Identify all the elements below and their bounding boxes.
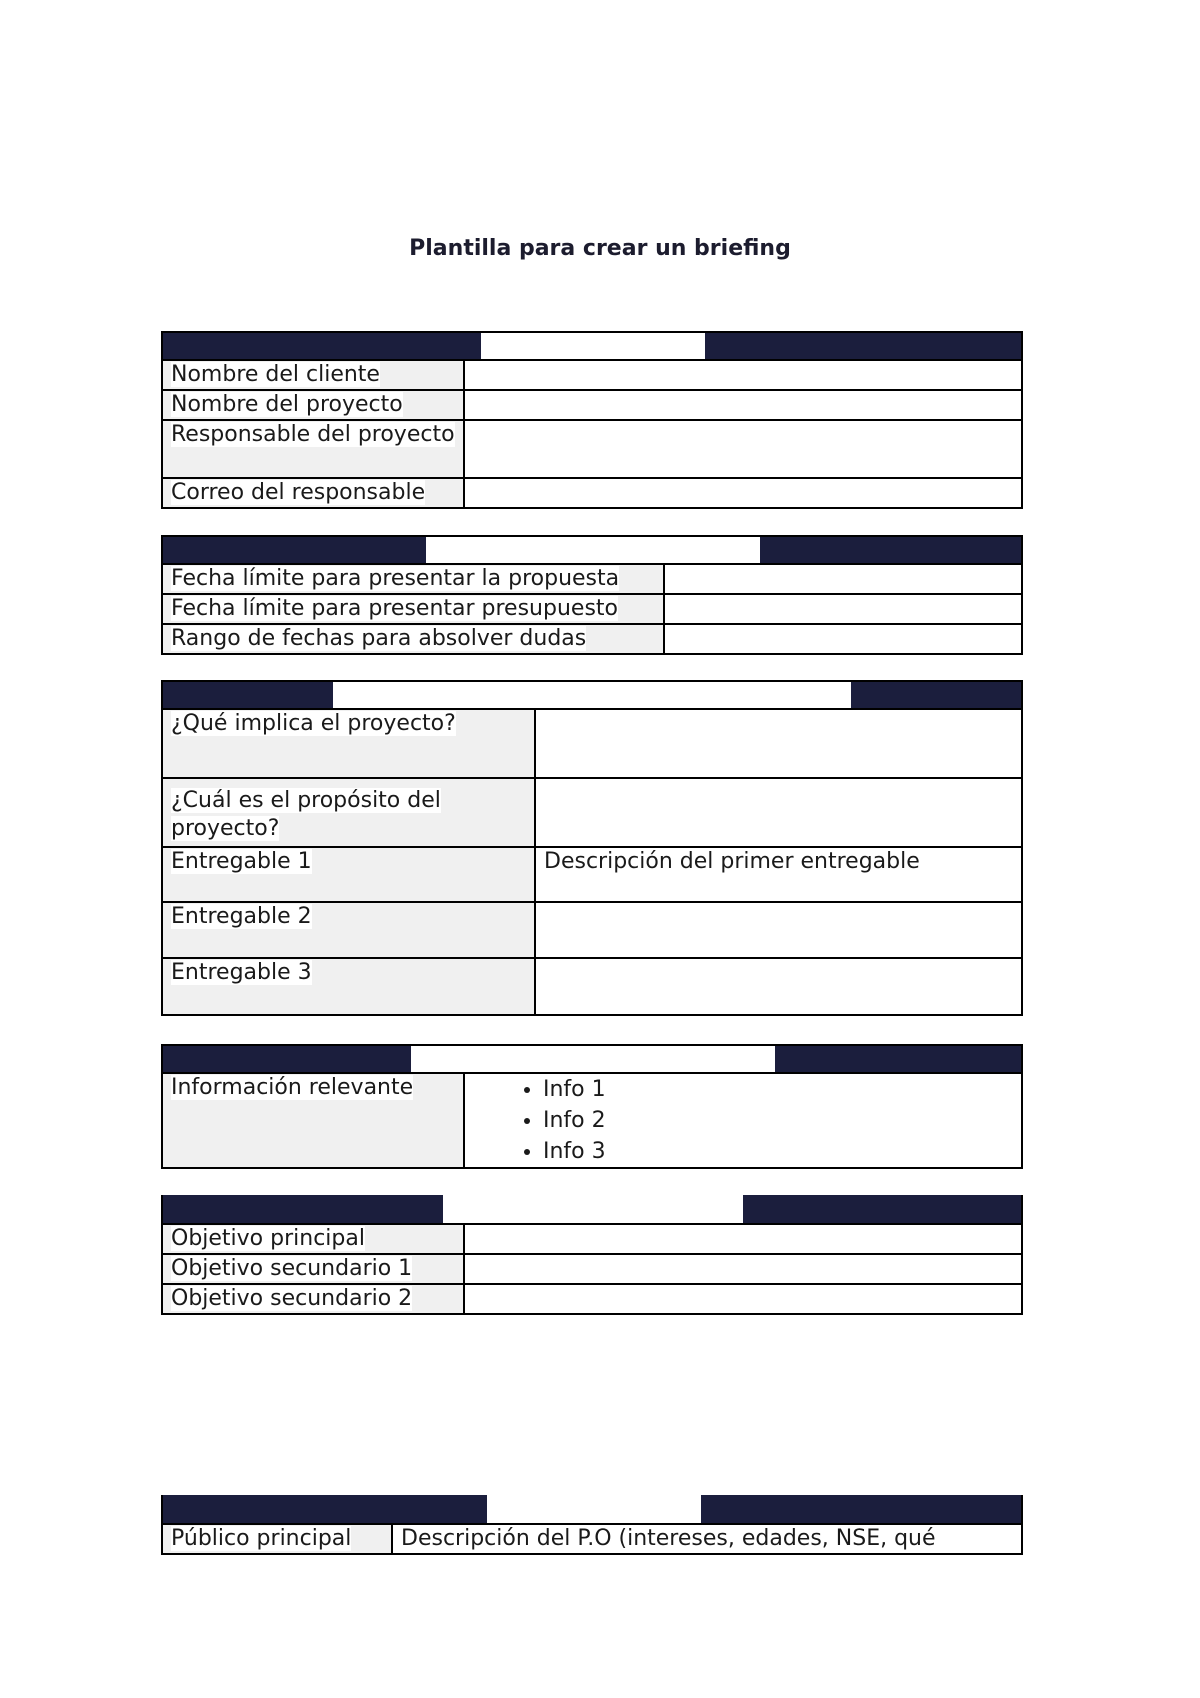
- table-row: [162, 390, 1022, 420]
- list-item: • Info 2: [543, 1105, 1021, 1136]
- table-row: [162, 564, 1022, 594]
- deliverable-2-field[interactable]: [535, 902, 1022, 958]
- table-row: [162, 420, 1022, 478]
- audience-section: [161, 1495, 1023, 1555]
- deliverable-1-field[interactable]: Descripción del primer entregable: [535, 847, 1022, 902]
- table-row: [162, 360, 1022, 390]
- table-row: [162, 1073, 1022, 1168]
- section-header-bar: [161, 1495, 1023, 1523]
- table-row: [162, 902, 1022, 958]
- client-name-label: Nombre del cliente: [171, 362, 380, 387]
- section-header-bar: [161, 535, 1023, 563]
- objectives-table: [161, 1223, 1023, 1315]
- table-row: [162, 1224, 1022, 1254]
- section-header-bar: [161, 1195, 1023, 1223]
- owner-email-label: Correo del responsable: [171, 480, 426, 505]
- relevant-info-field[interactable]: [464, 1073, 1022, 1168]
- relevant-info-label: Información relevante: [171, 1075, 414, 1100]
- table-row: [162, 594, 1022, 624]
- table-row: [162, 1524, 1022, 1554]
- secondary-objective-2-label: Objetivo secundario 2: [171, 1286, 413, 1311]
- table-row: [162, 478, 1022, 508]
- secondary-objective-2-field[interactable]: [464, 1284, 1022, 1314]
- owner-email-field[interactable]: [464, 478, 1022, 508]
- budget-deadline-label: Fecha límite para presentar presupuesto: [171, 596, 618, 621]
- table-row: [162, 958, 1022, 1015]
- project-purpose-field[interactable]: [535, 778, 1022, 847]
- list-item: • Info 1: [543, 1074, 1021, 1105]
- objectives-section: [161, 1195, 1023, 1315]
- client-table: [161, 359, 1023, 509]
- main-objective-label: Objetivo principal: [171, 1226, 365, 1251]
- info-section: [161, 1044, 1023, 1169]
- main-objective-field[interactable]: [464, 1224, 1022, 1254]
- table-row: [162, 778, 1022, 847]
- project-owner-field[interactable]: [464, 420, 1022, 478]
- table-row: [162, 847, 1022, 902]
- table-row: [162, 624, 1022, 654]
- audience-table: [161, 1523, 1023, 1555]
- list-item: • Info 3: [543, 1136, 1021, 1167]
- document-title: Plantilla para crear un briefing: [409, 236, 791, 261]
- secondary-objective-1-field[interactable]: [464, 1254, 1022, 1284]
- section-header-bar: [161, 331, 1023, 359]
- proposal-deadline-label: Fecha límite para presentar la propuesta: [171, 566, 620, 591]
- budget-deadline-field[interactable]: [664, 594, 1022, 624]
- project-name-field[interactable]: [464, 390, 1022, 420]
- project-name-label: Nombre del proyecto: [171, 392, 403, 417]
- proposal-deadline-field[interactable]: [664, 564, 1022, 594]
- main-audience-field[interactable]: Descripción del P.O (intereses, edades, NSE, qué: [392, 1524, 1022, 1554]
- info-list: [465, 1074, 1021, 1167]
- project-owner-label: Responsable del proyecto: [171, 422, 455, 447]
- project-purpose-label: ¿Cuál es el propósito del proyecto?: [171, 788, 441, 841]
- questions-range-field[interactable]: [664, 624, 1022, 654]
- deliverable-3-label: Entregable 3: [171, 960, 312, 985]
- client-section: [161, 331, 1023, 509]
- secondary-objective-1-label: Objetivo secundario 1: [171, 1256, 413, 1281]
- client-name-field[interactable]: [464, 360, 1022, 390]
- deliverable-1-label: Entregable 1: [171, 849, 312, 874]
- info-table: [161, 1072, 1023, 1169]
- project-scope-field[interactable]: [535, 709, 1022, 778]
- project-table: [161, 708, 1023, 1016]
- section-header-bar: [161, 1044, 1023, 1072]
- section-header-bar: [161, 680, 1023, 708]
- questions-range-label: Rango de fechas para absolver dudas: [171, 626, 587, 651]
- table-row: [162, 709, 1022, 778]
- table-row: [162, 1254, 1022, 1284]
- main-audience-label: Público principal: [171, 1526, 352, 1551]
- dates-section: [161, 535, 1023, 655]
- dates-table: [161, 563, 1023, 655]
- project-scope-label: ¿Qué implica el proyecto?: [171, 711, 456, 736]
- project-section: [161, 680, 1023, 1016]
- deliverable-3-field[interactable]: [535, 958, 1022, 1015]
- deliverable-2-label: Entregable 2: [171, 904, 312, 929]
- table-row: [162, 1284, 1022, 1314]
